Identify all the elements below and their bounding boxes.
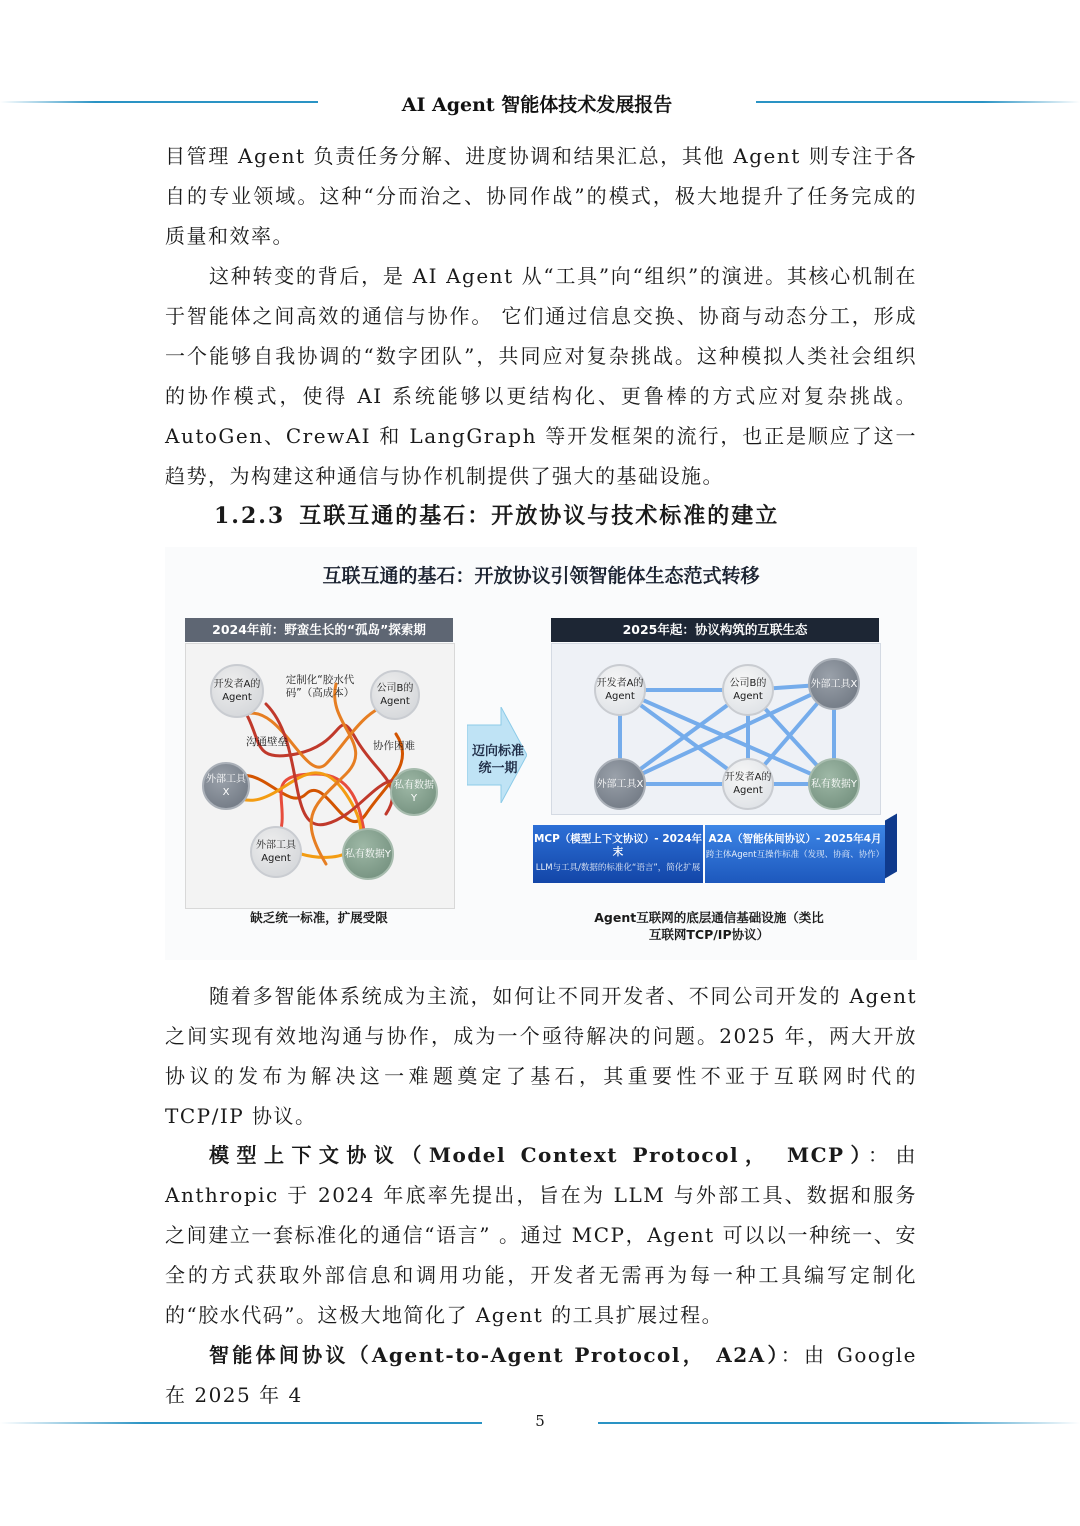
transition-label: 迈向标准统一期 xyxy=(471,744,524,776)
page-number: 5 xyxy=(535,1412,545,1430)
footer-rule-left xyxy=(0,1422,482,1424)
mcp-body: ：由 Anthropic 于 2024 年底率先提出，旨在为 LLM 与外部工具、数据和服务之间建立一套标准化的通信“语言” 。通过 MCP，Agent 可以以一种统一、安全的方式获取外部信息和调用功能，开发者无需再为每一种工具编写定制化的“胶水代码”。这极大地简化了 Agent 的工具扩展过程。 xyxy=(165,1143,917,1327)
node-developer-a-agent: 开发者A的Agent xyxy=(210,664,264,718)
left-caption: 缺乏统一标准，扩展受限 xyxy=(250,910,388,925)
node-right-company-b-agent: 公司B的Agent xyxy=(722,664,774,716)
mcp-description: LLM与工具/数据的标准化“语言”，简化扩展 xyxy=(535,863,701,873)
node-external-tool-x: 外部工具X xyxy=(202,762,250,810)
right-panel-interconnected xyxy=(551,643,881,815)
figure-title: 互联互通的基石：开放协议引领智能体生态范式转移 xyxy=(322,565,760,587)
node-private-data-y: 私有数据Y xyxy=(390,768,438,816)
node-right-external-tool-x: 外部工具X xyxy=(594,758,646,810)
right-ribbon: 2025年起：协议构筑的互联生态 xyxy=(551,618,879,642)
section-title: 互联互通的基石：开放协议与技术标准的建立 xyxy=(299,503,780,529)
left-panel-isolated xyxy=(185,643,455,909)
paragraph-mcp xyxy=(165,1135,917,1335)
protocol-block-side xyxy=(885,814,897,879)
a2a-term: 智能体间协议（Agent-to-Agent Protocol， A2A） xyxy=(209,1343,781,1367)
paragraph-protocols-intro: 随着多智能体系统成为主流，如何让不同开发者、不同公司开发的 Agent 之间实现有效地沟通与协作，成为一个亟待解决的问题。2025 年，两大开放协议的发布为解决这一难题奠定了基石，其重要性不亚于互联网时代的 TCP/IP 协议。 xyxy=(165,984,917,1128)
node-right-external-tool-x-top: 外部工具X xyxy=(808,658,860,710)
paragraph-continuation: 目管理 Agent 负责任务分解、进度协调和结果汇总，其他 Agent 则专注于各自的专业领域。这种“分而治之、协同作战”的模式，极大地提升了任务完成的质量和效率。 xyxy=(165,144,917,248)
mcp-protocol-block xyxy=(533,825,703,883)
a2a-title: A2A（智能体间协议）- 2025年4月 xyxy=(708,833,882,845)
label-glue-code: 定制化“胶水代码”（高成本） xyxy=(285,674,355,699)
label-collaboration-difficulty: 协作困难 xyxy=(373,740,415,752)
node-right-developer-a-agent-2: 开发者A的Agent xyxy=(722,758,774,810)
footer-rule-right xyxy=(598,1422,1080,1424)
a2a-protocol-block xyxy=(705,825,885,883)
protocol-figure xyxy=(165,547,917,960)
node-right-private-data-y: 私有数据Y xyxy=(808,758,860,810)
right-caption: Agent互联网的底层通信基础设施（类比互联网TCP/IP协议） xyxy=(594,910,824,942)
left-ribbon: 2024年前：野蛮生长的“孤岛”探索期 xyxy=(185,618,453,642)
mcp-term: 模型上下文协议（Model Context Protocol， MCP） xyxy=(209,1143,869,1167)
a2a-body: ：由 Google 在 2025 年 4 xyxy=(165,1343,918,1407)
node-private-data-y-2: 私有数据Y xyxy=(342,828,394,880)
header-rule-right xyxy=(756,101,1080,103)
label-communication-barrier: 沟通壁垒 xyxy=(246,736,288,748)
mcp-title: MCP（模型上下文协议）- 2024年末 xyxy=(533,833,703,858)
running-header-title: AI Agent 智能体技术发展报告 xyxy=(401,94,673,116)
section-heading xyxy=(214,499,779,530)
paragraph-a2a xyxy=(165,1335,917,1415)
node-company-b-agent: 公司B的Agent xyxy=(370,670,420,720)
paragraph-evolution: 这种转变的背后，是 AI Agent 从“工具”向“组织”的演进。其核心机制在于智能体之间高效的通信与协作。 它们通过信息交换、协商与动态分工，形成一个能够自我协调的“数字团队”，共同应对复杂挑战。这种模拟人类社会组织的协作模式，使得 AI 系统能够以更结构化、更鲁棒的方式应对复杂挑战。AutoGen、CrewAI 和 LangGraph 等开发框架的流行，也正是顺应了这一趋势，为构建这种通信与协作机制提供了强大的基础设施。 xyxy=(165,264,917,488)
node-external-tool-agent: 外部工具Agent xyxy=(250,826,302,878)
section-number: 1.2.3 xyxy=(214,503,286,529)
a2a-description: 跨主体Agent互操作标准（发现、协商、协作） xyxy=(705,850,885,860)
header-rule-left xyxy=(0,101,318,103)
node-right-developer-a-agent: 开发者A的Agent xyxy=(594,664,646,716)
